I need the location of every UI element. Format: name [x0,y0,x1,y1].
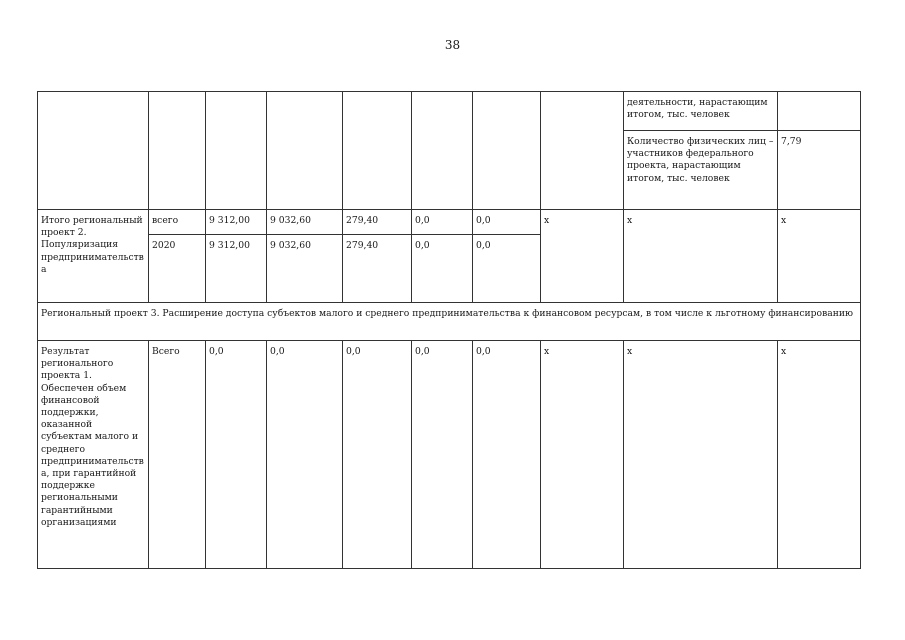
indicator-cell: деятельности, нарастающим итогом, тыс. человек [624,92,778,131]
indicator-cell: x [624,341,778,569]
table-cell: 0,0 [473,210,541,235]
indicator-cell: x [624,210,778,303]
table-cell: 9 312,00 [206,210,267,235]
table-cell: 0,0 [267,341,343,569]
table-cell [38,92,149,210]
table-cell: всего [149,210,206,235]
table-cell: 9 032,60 [267,210,343,235]
table-cell: 0,0 [206,341,267,569]
table-cell: 0,0 [412,210,473,235]
table-cell: 0,0 [473,235,541,303]
table-cell: 0,0 [343,341,412,569]
row-label: Итого региональный проект 2. Популяризация предпринимательства [38,210,149,303]
table-row [38,92,861,131]
table-row [38,210,861,235]
table-cell [473,92,541,210]
table-cell [778,92,861,131]
row-label: Результат регионального проекта 1. Обеспечен объем финансовой поддержки, оказанной субъектам малого и среднего предпринимательства, при гарантийной поддержке региональными гарантийными организациями [38,341,149,569]
section-header: Региональный проект 3. Расширение доступа субъектов малого и среднего предпринимательства к финансовом ресурсам, в том числе к льготному финансированию [38,303,861,341]
table-cell: 0,0 [412,341,473,569]
table-cell [412,92,473,210]
indicator-value: x [778,210,861,303]
table-cell: 9 312,00 [206,235,267,303]
table-cell: 2020 [149,235,206,303]
table-cell [343,92,412,210]
table-cell [149,92,206,210]
table-cell: x [541,210,624,303]
indicator-cell: Количество физических лиц – участников федерального проекта, нарастающим итогом, тыс. человек [624,131,778,210]
table-cell: 0,0 [473,341,541,569]
table-row [38,341,861,569]
indicator-value: 7,79 [778,131,861,210]
table-cell: 279,40 [343,210,412,235]
table-cell [541,92,624,210]
table-cell: Всего [149,341,206,569]
table-cell: x [541,341,624,569]
table-cell: 9 032,60 [267,235,343,303]
indicator-value: x [778,341,861,569]
table-cell: 0,0 [412,235,473,303]
page-number: 38 [444,38,461,52]
table-cell: 279,40 [343,235,412,303]
table-cell [267,92,343,210]
budget-table [37,91,861,569]
section-header-row [38,303,861,341]
table-cell [206,92,267,210]
